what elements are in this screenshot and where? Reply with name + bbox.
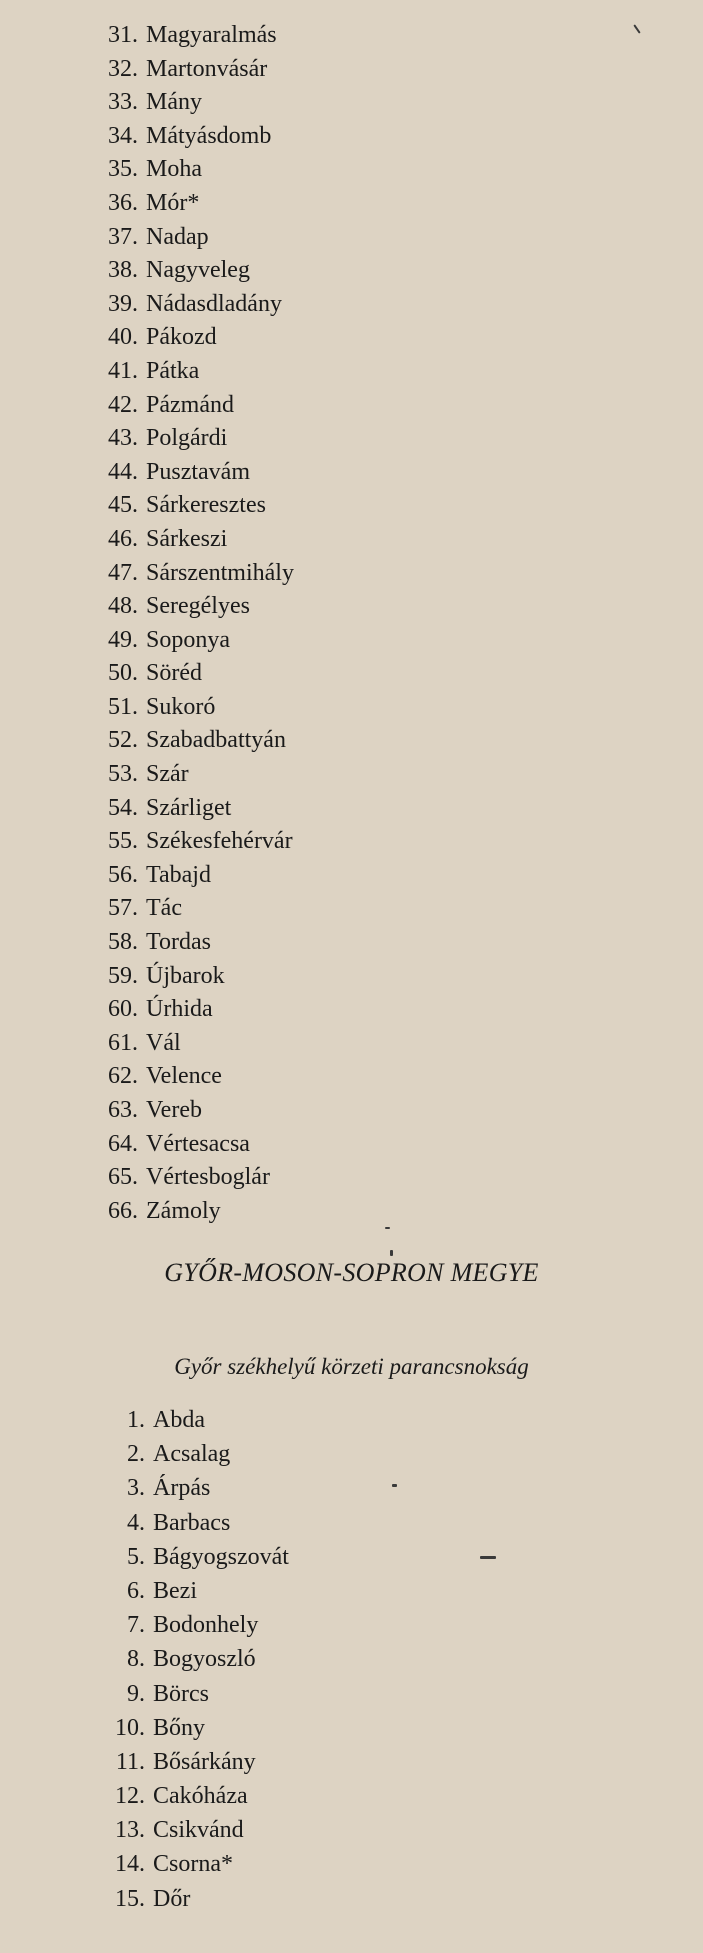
list-item xyxy=(95,1642,289,1676)
item-name: Dőr xyxy=(153,1885,191,1912)
list-item xyxy=(95,1540,289,1574)
item-name: Cakóháza xyxy=(153,1783,248,1810)
item-name: Bodonhely xyxy=(153,1612,259,1639)
item-name: Börcs xyxy=(153,1680,209,1707)
list-item xyxy=(88,321,294,355)
item-number: 3. xyxy=(127,1475,145,1502)
scan-speck xyxy=(390,1250,393,1256)
item-name: Vereb xyxy=(146,1097,202,1123)
list-item xyxy=(88,153,294,187)
item-number: 12. xyxy=(115,1783,145,1810)
item-number: 62. xyxy=(108,1063,138,1090)
item-name: Nádasdladány xyxy=(146,290,282,317)
item-name: Mátyásdomb xyxy=(146,122,272,149)
item-name: Soponya xyxy=(146,626,230,653)
list-item xyxy=(88,19,294,53)
item-name: Pázmánd xyxy=(146,391,234,418)
list-item xyxy=(88,624,294,658)
scan-speck xyxy=(392,1484,397,1487)
item-number: 55. xyxy=(108,828,138,855)
item-number: 15. xyxy=(115,1885,145,1912)
item-name: Pákozd xyxy=(146,324,217,351)
item-number: 60. xyxy=(108,996,138,1023)
item-name: Sárszentmihály xyxy=(146,559,294,586)
item-number: 2. xyxy=(127,1441,145,1468)
list-item xyxy=(88,288,294,322)
item-name: Tabajd xyxy=(146,861,211,888)
district-heading: Győr székhelyű körzeti parancsnokság xyxy=(174,1354,529,1379)
item-number: 31. xyxy=(108,22,138,48)
county-heading: GYŐR-MOSON-SOPRON MEGYE xyxy=(164,1258,539,1287)
item-name: Nagyveleg xyxy=(146,257,250,284)
list-item xyxy=(88,993,294,1027)
item-name: Abda xyxy=(153,1407,205,1433)
item-name: Bágyogszovát xyxy=(153,1543,289,1570)
list-item xyxy=(88,86,294,120)
item-name: Seregélyes xyxy=(146,593,250,620)
item-name: Pátka xyxy=(146,357,200,384)
item-name: Moha xyxy=(146,156,202,183)
item-number: 49. xyxy=(108,626,138,653)
list-item xyxy=(88,792,294,826)
item-name: Velence xyxy=(146,1063,222,1090)
list-item xyxy=(88,120,294,154)
list-item xyxy=(88,221,294,255)
list-item xyxy=(95,1847,289,1881)
item-number: 57. xyxy=(108,895,138,922)
list-item xyxy=(95,1677,289,1711)
scan-speck xyxy=(633,24,640,33)
item-number: 61. xyxy=(108,1029,138,1056)
item-number: 54. xyxy=(108,794,138,821)
item-number: 32. xyxy=(108,55,138,82)
list-item xyxy=(88,724,294,758)
item-name: Mór* xyxy=(146,189,200,216)
list-item xyxy=(88,254,294,288)
scan-speck xyxy=(480,1556,496,1559)
list-item xyxy=(95,1779,289,1813)
list-item xyxy=(88,758,294,792)
item-number: 50. xyxy=(108,660,138,687)
item-number: 64. xyxy=(108,1130,138,1157)
item-name: Tordas xyxy=(146,929,211,956)
scan-speck xyxy=(385,1227,390,1229)
item-name: Bőny xyxy=(153,1714,206,1741)
list-item xyxy=(88,892,294,926)
list-item xyxy=(88,187,294,221)
item-number: 38. xyxy=(108,257,138,284)
list-item xyxy=(88,926,294,960)
item-name: Zámoly xyxy=(146,1197,221,1224)
item-name: Szárliget xyxy=(146,794,232,821)
list-item xyxy=(88,456,294,490)
list-item xyxy=(95,1608,289,1642)
item-number: 66. xyxy=(108,1197,138,1224)
list-item xyxy=(88,590,294,624)
item-number: 63. xyxy=(108,1097,138,1123)
item-number: 11. xyxy=(115,1748,145,1775)
item-number: 45. xyxy=(108,492,138,519)
item-number: 42. xyxy=(108,391,138,418)
item-name: Nadap xyxy=(146,223,209,250)
item-name: Árpás xyxy=(153,1475,211,1502)
list-item xyxy=(95,1711,289,1745)
list-item xyxy=(95,1506,289,1540)
item-name: Mány xyxy=(146,89,202,116)
item-number: 39. xyxy=(108,290,138,317)
list-item xyxy=(88,1195,294,1229)
list-item xyxy=(88,422,294,456)
item-name: Székesfehérvár xyxy=(146,828,293,855)
item-number: 48. xyxy=(108,593,138,620)
item-number: 53. xyxy=(108,761,138,788)
item-number: 47. xyxy=(108,559,138,586)
list-item xyxy=(88,1094,294,1128)
list-item xyxy=(88,489,294,523)
item-name: Csorna* xyxy=(153,1851,233,1878)
item-name: Újbarok xyxy=(146,962,225,989)
item-number: 44. xyxy=(108,458,138,485)
list-item xyxy=(88,825,294,859)
item-name: Sárkeresztes xyxy=(146,492,266,519)
item-number: 58. xyxy=(108,929,138,956)
item-name: Martonvásár xyxy=(146,55,268,82)
list-item xyxy=(88,859,294,893)
item-number: 43. xyxy=(108,425,138,452)
list-item xyxy=(95,1745,289,1779)
item-number: 13. xyxy=(115,1817,145,1844)
item-name: Sukoró xyxy=(146,693,216,720)
item-number: 34. xyxy=(108,122,138,149)
item-number: 7. xyxy=(127,1612,145,1639)
list-item xyxy=(88,1027,294,1061)
item-number: 10. xyxy=(115,1714,145,1741)
list-item xyxy=(95,1471,289,1505)
item-name: Úrhida xyxy=(146,996,213,1023)
item-number: 1. xyxy=(127,1407,145,1433)
item-name: Vértesboglár xyxy=(146,1164,270,1191)
list-item xyxy=(88,1128,294,1162)
list-item xyxy=(88,355,294,389)
list-item xyxy=(88,1060,294,1094)
list-item xyxy=(88,523,294,557)
item-name: Szár xyxy=(146,761,189,788)
list-item xyxy=(95,1437,289,1471)
item-number: 52. xyxy=(108,727,138,754)
item-name: Barbacs xyxy=(153,1509,231,1536)
item-name: Vál xyxy=(146,1029,181,1056)
settlement-list-gyor xyxy=(95,1403,289,1916)
list-item xyxy=(95,1574,289,1608)
list-item xyxy=(95,1813,289,1847)
item-name: Bősárkány xyxy=(153,1748,256,1775)
item-number: 6. xyxy=(127,1577,145,1604)
item-number: 59. xyxy=(108,962,138,989)
list-item xyxy=(88,1161,294,1195)
list-item xyxy=(88,389,294,423)
item-number: 41. xyxy=(108,357,138,384)
settlement-list-fejer xyxy=(88,19,294,1228)
list-item xyxy=(95,1882,289,1916)
item-number: 46. xyxy=(108,525,138,552)
item-number: 8. xyxy=(127,1646,145,1673)
item-number: 5. xyxy=(127,1543,145,1570)
item-number: 65. xyxy=(108,1164,138,1191)
list-item xyxy=(88,53,294,87)
list-item xyxy=(88,960,294,994)
item-number: 9. xyxy=(127,1680,145,1707)
list-item xyxy=(88,657,294,691)
item-number: 37. xyxy=(108,223,138,250)
item-number: 4. xyxy=(127,1509,145,1536)
item-number: 40. xyxy=(108,324,138,351)
item-number: 36. xyxy=(108,189,138,216)
item-name: Bezi xyxy=(153,1577,197,1604)
item-name: Acsalag xyxy=(153,1441,231,1468)
item-name: Pusztavám xyxy=(146,458,250,485)
item-name: Bogyoszló xyxy=(153,1646,256,1673)
item-name: Szabadbattyán xyxy=(146,727,286,754)
item-number: 56. xyxy=(108,861,138,888)
item-number: 51. xyxy=(108,693,138,720)
list-item xyxy=(88,691,294,725)
list-item xyxy=(95,1403,289,1437)
item-name: Söréd xyxy=(146,660,202,687)
list-item xyxy=(88,557,294,591)
item-number: 14. xyxy=(115,1851,145,1878)
item-name: Tác xyxy=(146,895,182,922)
item-name: Magyaralmás xyxy=(146,22,277,48)
item-name: Sárkeszi xyxy=(146,525,228,552)
item-name: Polgárdi xyxy=(146,425,228,452)
item-number: 33. xyxy=(108,89,138,116)
item-number: 35. xyxy=(108,156,138,183)
item-name: Vértesacsa xyxy=(146,1130,250,1157)
item-name: Csikvánd xyxy=(153,1817,244,1844)
